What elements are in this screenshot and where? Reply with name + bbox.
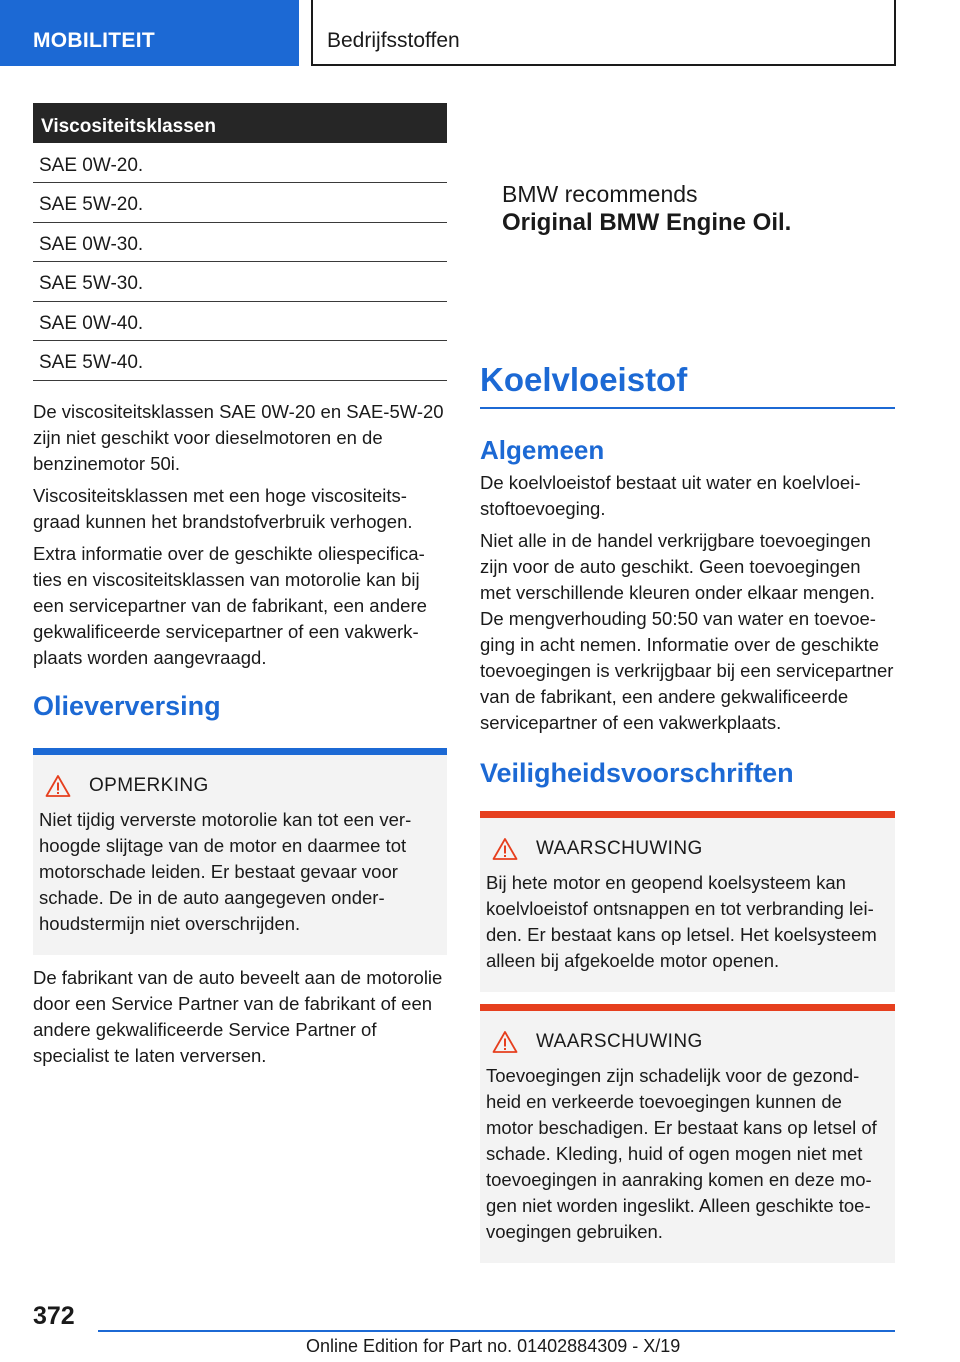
table-cell: SAE 5W-20. (33, 183, 447, 223)
promo-line-1: BMW recommends (502, 181, 698, 207)
oil-recommendation-graphic (480, 103, 895, 361)
page-header (0, 0, 960, 66)
table-cell: SAE 5W-30. (33, 262, 447, 302)
warning-triangle-icon (492, 1030, 518, 1054)
chapter-title: Bedrijfsstoffen (327, 29, 460, 52)
warning-label: WAARSCHUWING (536, 1031, 703, 1052)
paragraph: Viscositeitsklassen met een hoge viscositeitsgraad kunnen het brandstofverbruik verhogen. (33, 484, 413, 532)
viscosity-table (33, 103, 447, 381)
warning-text: Toevoegingen zijn schadelijk voor de gezondheid en verkeerde toevoegingen kunnen de motor beschadigen. Er bestaat kans op letsel of schade. Kleding, huid of ogen mogen niet met toevoegingen in aanraking komen en deze mogen niet worden ingeslikt. Alleen geschikte toevoegingen gebruiken. (486, 1065, 877, 1242)
warning-triangle-icon (45, 774, 71, 798)
notice-text: Niet tijdig ververste motorolie kan tot een verhoogde slijtage van de motor en daarmee tot motorschade leiden. Er bestaat gevaar voor schade. De in de auto aangegeven onderhoudstermijn niet overschrijden. (39, 808, 412, 934)
section-tab (0, 0, 299, 66)
safety-heading: Veiligheidsvoorschriften (480, 758, 794, 788)
promo-line-2: Original BMW Engine Oil. (502, 209, 792, 236)
paragraph: Niet alle in de handel verkrijgbare toevoegingen zijn voor de auto geschikt. Geen toevoegingen met verschillende kleuren onder elkaar mengen. De mengverhouding 50:50 van water en toevoeging in acht nemen. Informatie over de geschikte toevoegingen is verkrijgbaar bij een servicepartner van de fabrikant, een andere gekwalificeerde servicepartner of een vakwerkplaats. (480, 530, 894, 733)
table-row (33, 301, 447, 341)
warning-header (492, 836, 887, 862)
paragraph: Extra informatie over de geschikte oliespecificaties en viscositeitsklassen van motorolie kan bij een servicepartner van de fabrikant, een andere gekwalificeerde servicepartner of een vakwerkplaats worden aangevraagd. (33, 542, 427, 668)
table-cell: SAE 0W-30. (33, 222, 447, 262)
table-cell: SAE 0W-40. (33, 301, 447, 341)
warning-header (492, 1029, 887, 1055)
table-cell: SAE 0W-20. (33, 143, 447, 183)
general-heading: Algemeen (480, 435, 605, 465)
warning-label: WAARSCHUWING (536, 838, 703, 859)
coolant-heading: Koelvloeistof (480, 361, 895, 409)
table-row (33, 262, 447, 302)
footer-divider (98, 1330, 895, 1332)
table-row (33, 183, 447, 223)
right-column (480, 103, 895, 1263)
notice-header (45, 773, 439, 799)
section-label: MOBILITEIT (33, 29, 155, 52)
page-number: 372 (33, 1302, 75, 1330)
chapter-title-box (311, 0, 896, 66)
table-row (33, 222, 447, 262)
warning-box (480, 1004, 895, 1263)
notice-label: OPMERKING (89, 774, 209, 796)
table-cell: SAE 5W-40. (33, 341, 447, 381)
paragraph: De koelvloeistof bestaat uit water en koelvloeistoftoevoeging. (480, 472, 861, 519)
table-row (33, 341, 447, 381)
left-column (33, 103, 447, 1069)
viscosity-table-header: Viscositeitsklassen (33, 103, 447, 143)
paragraph: De fabrikant van de auto beveelt aan de motorolie door een Service Partner van de fabrikant of een andere gekwalificeerde Service Partner of specialist te laten verversen. (33, 966, 443, 1066)
warning-triangle-icon (492, 837, 518, 861)
table-row (33, 143, 447, 183)
edition-note: Online Edition for Part no. 01402884309 - X/19 (306, 1336, 681, 1356)
oil-change-heading: Olieverversing (33, 690, 221, 721)
paragraph: De viscositeitsklassen SAE 0W-20 en SAE-5W-20 zijn niet geschikt voor dieselmotoren en de benzinemotor 50i. (33, 400, 444, 474)
warning-box (480, 811, 895, 992)
warning-text: Bij hete motor en geopend koelsysteem kan koelvloeistof ontsnappen en tot verbranding leiden. Er bestaat kans op letsel. Het koelsysteem alleen bij afgekoelde motor openen. (486, 872, 877, 971)
notice-box (33, 748, 447, 955)
